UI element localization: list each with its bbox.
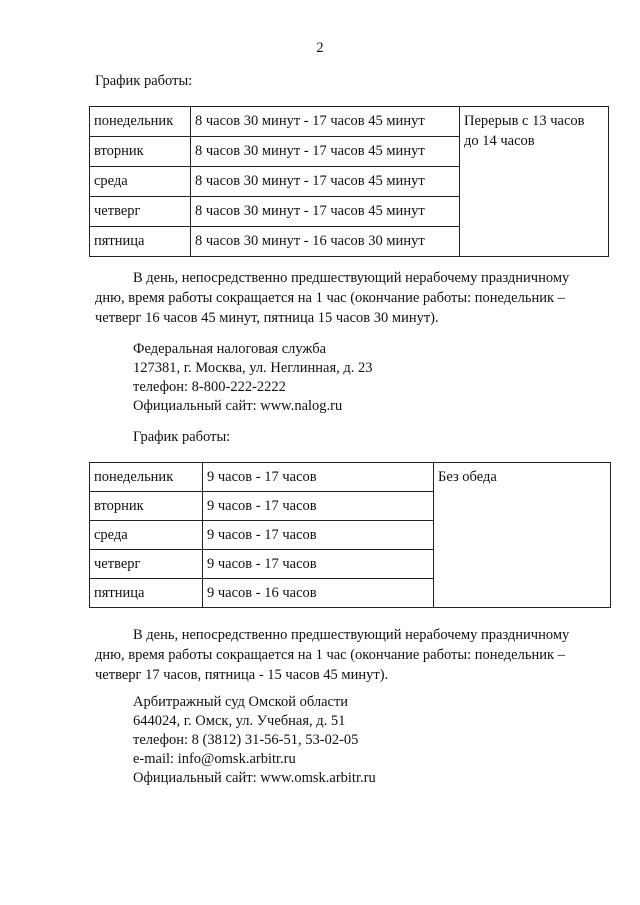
org-address-block [133, 693, 376, 788]
paragraph-line: В день, непосредственно предшествующий нерабочему праздничному [133, 627, 570, 643]
hours-cell: 8 часов 30 минут - 17 часов 45 минут [191, 107, 460, 137]
org-website: Официальный сайт: www.omsk.arbitr.ru [133, 770, 376, 786]
hours-cell: 8 часов 30 минут - 17 часов 45 минут [191, 167, 460, 197]
shortened-day-paragraph [95, 625, 595, 685]
paragraph-line: В день, непосредственно предшествующий нерабочему праздничному [133, 270, 570, 286]
hours-cell: 9 часов - 17 часов [203, 463, 434, 492]
table-row [90, 107, 609, 137]
day-cell: среда [90, 167, 191, 197]
schedule-table [89, 106, 609, 257]
break-note-line2: до 14 часов [464, 133, 535, 149]
org-address: 127381, г. Москва, ул. Неглинная, д. 23 [133, 360, 373, 376]
org-name: Федеральная налоговая служба [133, 341, 327, 357]
break-note-line1: Перерыв с 13 часов [464, 113, 585, 129]
hours-cell: 8 часов 30 минут - 17 часов 45 минут [191, 137, 460, 167]
org-address-block [133, 340, 373, 416]
day-cell: среда [90, 521, 203, 550]
day-cell: понедельник [90, 107, 191, 137]
day-cell: понедельник [90, 463, 203, 492]
day-cell: пятница [90, 227, 191, 257]
break-note: Без обеда [434, 463, 611, 608]
paragraph-line: четверг 16 часов 45 минут, пятница 15 часов 30 минут). [95, 310, 439, 326]
org-email: e-mail: info@omsk.arbitr.ru [133, 751, 296, 767]
table-row [90, 463, 611, 492]
org-phone: телефон: 8-800-222-2222 [133, 379, 286, 395]
schedule-heading: График работы: [133, 429, 231, 445]
day-cell: вторник [90, 492, 203, 521]
hours-cell: 9 часов - 16 часов [203, 579, 434, 608]
org-address: 644024, г. Омск, ул. Учебная, д. 51 [133, 713, 346, 729]
hours-cell: 8 часов 30 минут - 16 часов 30 минут [191, 227, 460, 257]
paragraph-line: дню, время работы сокращается на 1 час (окончание работы: понедельник – [95, 290, 565, 306]
org-name: Арбитражный суд Омской области [133, 694, 349, 710]
paragraph-line: дню, время работы сокращается на 1 час (окончание работы: понедельник – [95, 647, 565, 663]
schedule-table [89, 462, 611, 608]
org-website: Официальный сайт: www.nalog.ru [133, 398, 343, 414]
hours-cell: 9 часов - 17 часов [203, 521, 434, 550]
page-number: 2 [316, 40, 324, 56]
day-cell: пятница [90, 579, 203, 608]
org-phone: телефон: 8 (3812) 31-56-51, 53-02-05 [133, 732, 359, 748]
break-note [460, 107, 609, 257]
day-cell: четверг [90, 550, 203, 579]
day-cell: четверг [90, 197, 191, 227]
schedule-heading: График работы: [95, 73, 193, 89]
shortened-day-paragraph [95, 268, 595, 328]
day-cell: вторник [90, 137, 191, 167]
hours-cell: 9 часов - 17 часов [203, 492, 434, 521]
paragraph-line: четверг 17 часов, пятница - 15 часов 45 минут). [95, 667, 389, 683]
hours-cell: 9 часов - 17 часов [203, 550, 434, 579]
hours-cell: 8 часов 30 минут - 17 часов 45 минут [191, 197, 460, 227]
